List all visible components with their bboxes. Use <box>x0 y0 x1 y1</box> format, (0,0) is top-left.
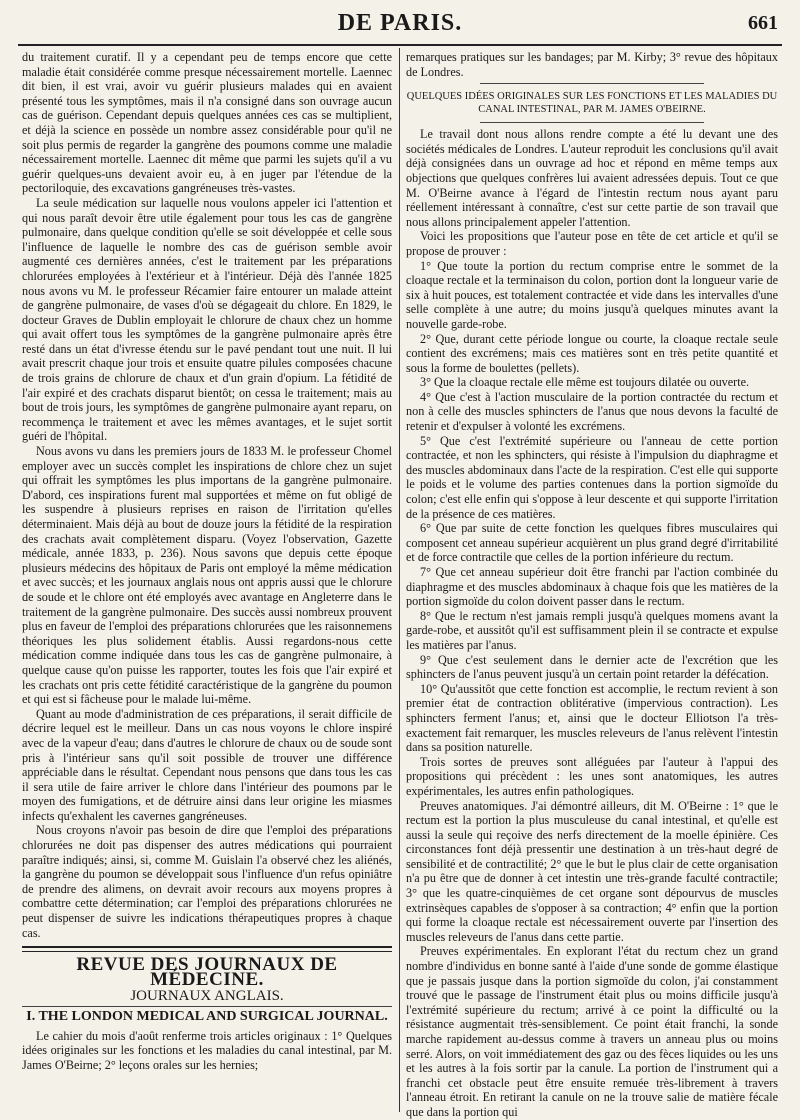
paragraph: 2° Que, durant cette période longue ou courte, la cloaque rectale seule contient des excrémens; mais ces matières sont en très petite quantité et sous la forme de boulettes (pellets). <box>406 331 778 375</box>
paragraph: Nous croyons n'avoir pas besoin de dire que l'emploi des préparations chlorurées ne doit pas dispenser des autres médications qui pourraient paraître indiqués; ainsi, si, comme M. Guislain l'a observé chez les aliénés, la gangrène du poumon se développait sous l'influence d'un refus opiniâtre de prendre des alimens, on devrait avoir recours aux moyens propres à combattre cette détermination; car l'emploi des préparations chlorurées ne peut dispenser de suivre les indications thérapeutiques propres à chaque cas. <box>22 823 392 940</box>
separator-rule <box>480 83 703 84</box>
paragraph: 7° Que cet anneau supérieur doit être franchi par l'action combinée du diaphragme et des muscles abdominaux à chaque fois que les matières de la portion sigmoïde du colon doivent passer dans le rectum. <box>406 565 778 609</box>
right-column <box>406 50 778 1120</box>
paragraph: 6° Que par suite de cette fonction les quelques fibres musculaires qui composent cet anneau supérieur acquièrent un plus grand degré d'irritabilité et de force contractile que celles de la portion inférieure du rectum. <box>406 521 778 565</box>
intro-continued: remarques pratiques sur les bandages; par M. Kirby; 3° revue des hôpitaux de Londres. <box>406 50 778 79</box>
page-number: 661 <box>748 12 778 34</box>
column-divider <box>399 48 400 1112</box>
paragraph: Preuves anatomiques. J'ai démontré ailleurs, dit M. O'Beirne : 1° que le rectum est la portion la plus musculeuse du canal intestinal, et qu'elle est aussi la seule qui reçoive des nerfs directement de la moelle épinière. Ces circonstances font déjà pressentir une destination à un très-haut degré de sensibilité et de contractilité; 2° que le but le plus clair de cette organisation n'a pu être que de donner à cet intestin une très-grande faculté contractile; 3° que les quatre-cinquièmes de cet organe sont dépourvus de muscles extrinsèques capables de s'opposer à sa contraction; 4° enfin que la portion qui forme la cloaque rectale est nécessairement ouverte par l'insertion des muscles releveurs de l'anus dans cette partie. <box>406 798 778 944</box>
article-title: QUELQUES IDÉES ORIGINALES SUR LES FONCTIONS ET LES MALADIES DU CANAL INTESTINAL, PAR M. JAMES O'BEIRNE. <box>406 91 778 116</box>
revue-title: REVUE DES JOURNAUX DE MÉDECINE. <box>76 954 338 990</box>
paragraph: Nous avons vu dans les premiers jours de 1833 M. le professeur Chomel employer avec un succès complet les inspirations de chlore chez un sujet qui offrait les symptômes les plus importans de la gangrène pulmonaire. D'abord, ces inspirations furent mal supportées et même on fut obligé de les suspendre à plusieurs reprises en raison de l'irritation qu'elles déterminaient. Mais déjà au bout de douze jours la fétidité de la respiration des crachats avait complètement disparu. (Voyez l'observation, Gazette médicale, année 1833, p. 236). Nous savons que depuis cette époque plusieurs médecins des hôpitaux de Paris ont employé la même médication et avec succès; et les journaux anglais nous ont appris aussi que le chlorure de soude et le chlore ont été employés avec avantage en Angleterre dans le traitement de la gangrène pulmonaire. Des succès aussi nombreux prouvent plus en faveur de l'emploi des préparations chlorurées que les raisonnemens théoriques les plus solidement établis. Aussi regardons-nous cette médication comme indiquée dans tous les cas de gangrène pulmonaire, à quelque cause qu'on puisse les rapporter, toutes les fois que l'air expiré et les crachats ont pris cette fétidité caractéristique de la gangrène du poumon et qui est si fâcheuse pour le malade lui-même. <box>22 444 392 707</box>
paragraph: 9° Que c'est seulement dans le dernier acte de l'excrétion que les sphincters de l'anus peuvent jusqu'à un certain point retarder la défécation. <box>406 652 778 682</box>
left-column <box>22 50 392 1072</box>
journal-intro: Le cahier du mois d'août renferme trois articles originaux : 1° Quelques idées originales sur les fonctions et les maladies du canal intestinal, par M. James O'Beirne; 2° leçons orales sur les hernies; <box>22 1028 392 1072</box>
paragraph: 1° Que toute la portion du rectum comprise entre le sommet de la cloaque rectale et la terminaison du colon, portion dont la longueur varie de six à huit pouces, est totalement contractée et vide dans les intervalles d'une selle complète à une autre; du moins jusqu'à quelques minutes avant la nouvelle garde-robe. <box>406 258 778 331</box>
section-rule <box>22 946 392 952</box>
running-title: DE PARIS. <box>337 10 463 36</box>
paragraph: 5° Que c'est l'extrémité supérieure ou l'anneau de cette portion contractée, et non les sphincters, qui résiste à l'impulsion du diaphragme et des muscles abdominaux dans l'acte de la respiration. C'est elle qui supporte le poids et le volume des parties contenues dans la portion sigmoïde du colon; c'est elle enfin qui s'oppose à leur descente et qui supporte l'irritation de la présence de ces matières. <box>406 433 778 521</box>
paragraph: du traitement curatif. Il y a cependant peu de temps encore que cette maladie était considérée comme presque nécessairement mortelle. Laennec dit bien, il est vrai, avoir vu guérir plusieurs malades qui en avaient présenté tous les symptômes, mais il n'a consigné dans son ouvrage aucun cas de guérison. Cependant depuis quelques années ces cas se multiplient, et déjà la science en possède un nombre assez considérable pour qu'il ne soit plus permis de regarder la gangrène des poumons comme une maladie nécessairement mortelle. Laennec dit même que parmi les sujets qu'il a vu guérir quelques-uns devaient avoir eu, à en juger par l'étendue de la pectoriloquie, des excavations gangréneuses très-vastes. <box>22 50 392 196</box>
paragraph: Preuves expérimentales. En explorant l'état du rectum chez un grand nombre d'individus en bonne santé à l'aide d'une sonde de gomme élastique que je passais jusque dans la portion sigmoïde du colon, j'ai constamment trouvé que le passage de l'instrument était plus ou moins difficile jusqu'à l'extrémité supérieure du rectum; arrivé à ce point la difficulté ou la résistance augmentait très-sensiblement. Ce point était franchi, la sonde marche rapidement au-dessus comme à travers un anneau plus ou moins serré. Alors, on voit immédiatement des gaz ou des fèces liquides ou les uns et les autres à la fois sortir par la canule. La portion de l'instrument qui a franchi cet obstacle peut être ensuite remuée très-librement à travers l'anneau étroit. En retirant la canule on ne la trouve salie de matière fécale que dans la portion qui <box>406 944 778 1119</box>
journal-title: I. THE LONDON MEDICAL AND SURGICAL JOURNAL. <box>22 1006 392 1025</box>
paragraph: Voici les propositions que l'auteur pose en tête de cet article et qu'il se propose de prouver : <box>406 229 778 258</box>
page-header <box>18 6 782 46</box>
paragraph: 8° Que le rectum n'est jamais rempli jusqu'à quelques momens avant la garde-robe, et aussitôt qu'il est suffisamment plein il se contracte et expulse les matières par l'anus. <box>406 608 778 652</box>
paragraph: 4° Que c'est à l'action musculaire de la portion contractée du rectum et non à celle des muscles sphincters de l'anus que nous devons la faculté de retenir et d'expulser à volonté les excrémens. <box>406 389 778 434</box>
paragraph: 3° Que la cloaque rectale elle même est toujours dilatée ou ouverte. <box>420 375 750 390</box>
paragraph: Le travail dont nous allons rendre compte a été lu devant une des sociétés médicales de Londres. L'auteur reproduit les conclusions qu'il avait déjà consignées dans un ouvrage ad hoc et répond en même temps aux objections que quelques confrères lui avaient adressées depuis. Tout ce que M. O'Beirne avance à l'égard de l'intestin rectum nous ayant paru réellement intéressant à connaître, c'est sur cette partie de son travail que nous allons principalement appeler l'attention. <box>406 127 778 229</box>
paragraph: Trois sortes de preuves sont alléguées par l'auteur à l'appui des propositions qui précèdent : les unes sont anatomiques, les autres expérimentales, les autres enfin pathologiques. <box>406 754 778 798</box>
revue-subtitle: JOURNAUX ANGLAIS. <box>130 988 284 1005</box>
separator-rule <box>480 122 703 123</box>
paragraph: 10° Qu'aussitôt que cette fonction est accomplie, le rectum revient à son premier état de contraction oblitérative (impervious contraction). Les sphincters ferment l'anus; et, ainsi que le docteur Elliotson l'a très-exactement fait remarquer, les muscles releveurs de l'anus relèvent l'intestin dans sa position naturelle. <box>406 681 778 755</box>
paragraph: Quant au mode d'administration de ces préparations, il serait difficile de décrire lequel est le meilleur. Dans un cas nous voyons le chlore inspiré avec de la vapeur d'eau; dans d'autres le chlorure de chaux ou de soude sont pris à l'intérieur sans qu'il soit possible de trouver une différence appréciable dans le résultat. Cependant nous pensons que dans tous les cas il sera utile de faire arriver le chlore dans l'intérieur des poumons par le moyen des fumigations, et de détruire ainsi dans leur origine les miasmes infects qu'exhalent les cavernes gangréneuses. <box>22 706 392 823</box>
paragraph: La seule médication sur laquelle nous voulons appeler ici l'attention et qui nous paraît devoir être utile également pour tous les cas de gangrène pulmonaire, dans quelque condition qu'elle se soit développée et celle sous l'influence de laquelle le nombre des cas de guérison semble avoir augmenté ces dernières années, c'est le traitement par les préparations chlorurées employées à l'extérieur et à l'intérieur. Déjà dès l'année 1825 nous avons vu M. le professeur Récamier faire entourer un malade atteint de gangrène pulmonaire, de vases d'où se dégageait du chlore. En 1829, le docteur Graves de Dublin employait le chlorure de chaux chez un homme qui avait offert tous les symptômes de la gangrène pulmonaire après être resté dans un état d'ivresse étendu sur le pavé pendant tout une nuit. Il lui avait prescrit chaque jour trois et ensuite quatre pilules composées chacune de trois grains de chlorure de chaux et d'un grain d'opium. La fétidité de l'air expiré et des crachats disparut bientôt; on cessa le traitement; mais au bout de trois jours, les symptômes de gangrène pulmonaire ayant reparu, on recommença le traitement et avec les mêmes avantages, et le sujet sortit guéri de l'hôpital. <box>22 195 392 444</box>
